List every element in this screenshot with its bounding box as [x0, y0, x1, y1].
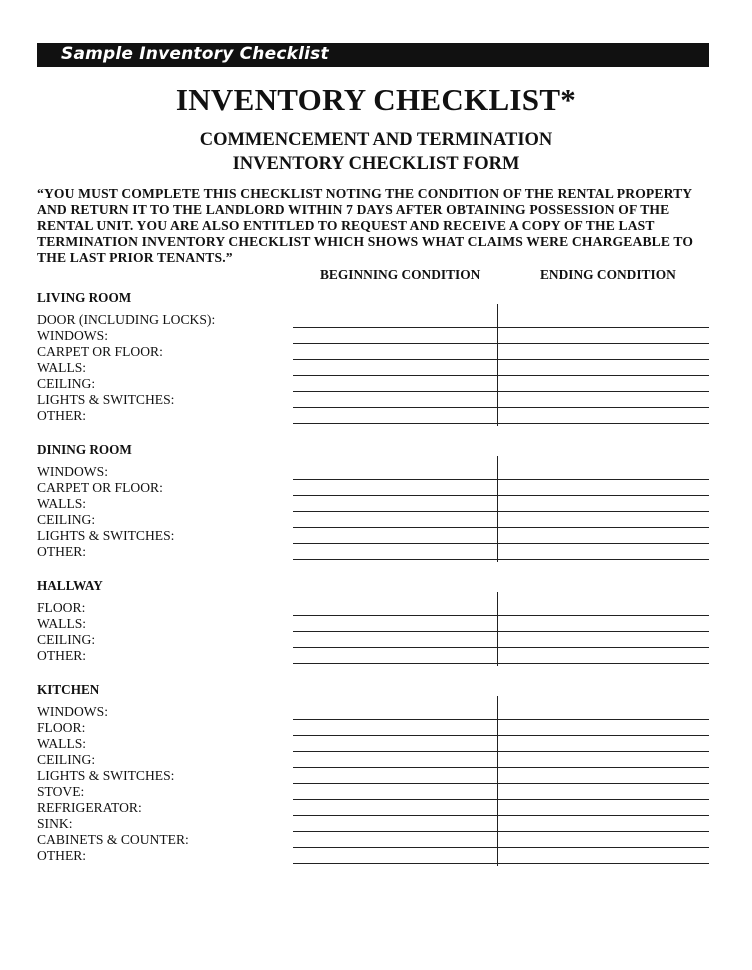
- item-label: LIGHTS & SWITCHES:: [37, 392, 175, 407]
- condition-line[interactable]: [293, 735, 709, 736]
- item-label: CABINETS & COUNTER:: [37, 832, 189, 847]
- condition-line[interactable]: [293, 751, 709, 752]
- page-title: INVENTORY CHECKLIST*: [175, 82, 577, 117]
- intro-line: “YOU MUST COMPLETE THIS CHECKLIST NOTING THE CONDITION OF THE RENTAL PROPERTY: [37, 186, 693, 201]
- item-label: CARPET OR FLOOR:: [37, 480, 163, 495]
- condition-line[interactable]: [293, 559, 709, 560]
- column-divider: [497, 696, 498, 866]
- intro-line: RENTAL UNIT. YOU ARE ALSO ENTITLED TO REQUEST AND RECEIVE A COPY OF THE LAST: [37, 218, 655, 233]
- column-header-beginning: BEGINNING CONDITION: [320, 267, 481, 282]
- section-title-kitchen: KITCHEN: [37, 682, 100, 697]
- item-label: CEILING:: [37, 512, 96, 527]
- condition-line[interactable]: [293, 423, 709, 424]
- section-title-hallway: HALLWAY: [37, 578, 103, 593]
- condition-line[interactable]: [293, 511, 709, 512]
- intro-line: TERMINATION INVENTORY CHECKLIST WHICH SHOWS WHAT CLAIMS WERE CHARGEABLE TO: [37, 234, 694, 249]
- condition-line[interactable]: [293, 543, 709, 544]
- condition-line[interactable]: [293, 863, 709, 864]
- column-divider: [497, 456, 498, 562]
- item-label: WALLS:: [37, 360, 87, 375]
- section-title-living-room: LIVING ROOM: [37, 290, 132, 305]
- item-label: OTHER:: [37, 408, 87, 423]
- condition-line[interactable]: [293, 647, 709, 648]
- condition-line[interactable]: [293, 375, 709, 376]
- item-label: LIGHTS & SWITCHES:: [37, 528, 175, 543]
- condition-line[interactable]: [293, 343, 709, 344]
- condition-line[interactable]: [293, 663, 709, 664]
- header-banner: [37, 43, 709, 67]
- item-label: OTHER:: [37, 648, 87, 663]
- condition-line[interactable]: [293, 495, 709, 496]
- item-label: WINDOWS:: [37, 704, 108, 719]
- item-label: OTHER:: [37, 544, 87, 559]
- column-divider: [497, 592, 498, 666]
- condition-line[interactable]: [293, 815, 709, 816]
- section-title-dining-room: DINING ROOM: [37, 442, 132, 457]
- item-label: CEILING:: [37, 376, 96, 391]
- item-label: OTHER:: [37, 848, 87, 863]
- banner-text: Sample Inventory Checklist: [61, 44, 329, 64]
- intro-line: AND RETURN IT TO THE LANDLORD WITHIN 7 DAYS AFTER OBTAINING POSSESSION OF THE: [37, 202, 670, 217]
- condition-line[interactable]: [293, 799, 709, 800]
- subtitle-line-1: COMMENCEMENT AND TERMINATION: [199, 130, 553, 150]
- condition-line[interactable]: [293, 527, 709, 528]
- condition-line[interactable]: [293, 391, 709, 392]
- item-label: SINK:: [37, 816, 73, 831]
- item-label: STOVE:: [37, 784, 85, 799]
- item-label: CARPET OR FLOOR:: [37, 344, 163, 359]
- item-label: CEILING:: [37, 632, 96, 647]
- condition-line[interactable]: [293, 719, 709, 720]
- condition-line[interactable]: [293, 847, 709, 848]
- column-divider: [497, 304, 498, 426]
- item-label: FLOOR:: [37, 720, 86, 735]
- subtitle-line-2: INVENTORY CHECKLIST FORM: [232, 154, 520, 174]
- condition-line[interactable]: [293, 327, 709, 328]
- intro-line: THE LAST PRIOR TENANTS.”: [37, 250, 233, 265]
- item-label: REFRIGERATOR:: [37, 800, 142, 815]
- intro-paragraph: [37, 186, 709, 266]
- condition-line[interactable]: [293, 479, 709, 480]
- item-label: WALLS:: [37, 616, 87, 631]
- condition-line[interactable]: [293, 767, 709, 768]
- condition-line[interactable]: [293, 407, 709, 408]
- item-label: WALLS:: [37, 736, 87, 751]
- item-label: LIGHTS & SWITCHES:: [37, 768, 175, 783]
- item-label: WINDOWS:: [37, 464, 108, 479]
- condition-line[interactable]: [293, 783, 709, 784]
- condition-line[interactable]: [293, 359, 709, 360]
- condition-line[interactable]: [293, 831, 709, 832]
- column-header-ending: ENDING CONDITION: [540, 267, 676, 282]
- item-label: WINDOWS:: [37, 328, 108, 343]
- condition-line[interactable]: [293, 615, 709, 616]
- item-label: CEILING:: [37, 752, 96, 767]
- item-label: WALLS:: [37, 496, 87, 511]
- condition-line[interactable]: [293, 631, 709, 632]
- item-label: DOOR (INCLUDING LOCKS):: [37, 312, 216, 327]
- item-label: FLOOR:: [37, 600, 86, 615]
